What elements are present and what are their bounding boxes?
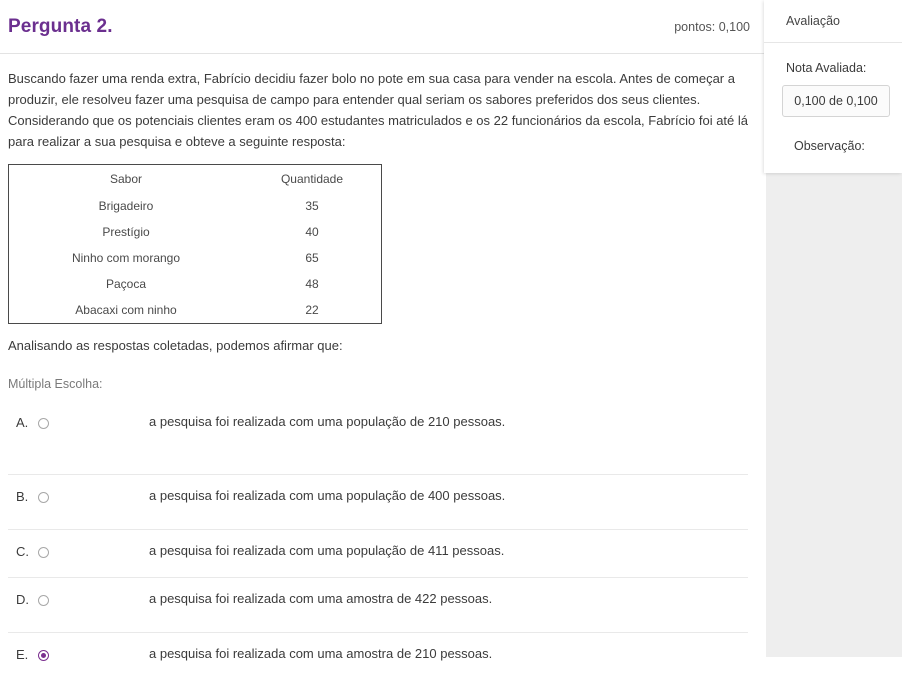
table-header-row [9,165,382,194]
radio-button-c[interactable] [38,547,49,558]
option-text: a pesquisa foi realizada com uma população de 411 pessoas. [149,543,505,558]
radio-button-a[interactable] [38,418,49,429]
evaluation-panel-title: Avaliação [764,0,902,43]
evaluation-panel [764,0,902,173]
answer-option-c[interactable] [8,530,748,578]
answer-option-a[interactable] [8,401,748,475]
table-header-quantity: Quantidade [280,172,344,186]
option-letter: B. [16,489,29,504]
table-cell-quantity: 40 [305,225,319,239]
answer-option-d[interactable] [8,578,748,633]
radio-button-d[interactable] [38,595,49,606]
table-row [9,193,382,219]
table-cell-quantity: 48 [305,277,319,291]
table-cell-quantity: 22 [305,303,319,317]
answer-option-b[interactable] [8,475,748,530]
question-type-label: Múltipla Escolha: [8,377,103,391]
table-header-flavor: Sabor [109,172,143,186]
table-cell-flavor: Brigadeiro [98,199,154,213]
page-title: Pergunta 2. [8,15,113,37]
table-cell-flavor: Prestígio [102,225,150,239]
grade-label: Nota Avaliada: [786,61,867,75]
radio-button-b[interactable] [38,492,49,503]
table-cell-quantity: 65 [305,251,319,265]
question-header [0,0,766,54]
table-row [9,245,382,271]
answer-options-list [8,401,748,681]
option-letter: E. [16,647,29,662]
option-letter: D. [16,592,29,607]
table-row [9,271,382,297]
table-cell-flavor: Ninho com morango [71,251,181,265]
evaluation-sidebar [766,0,902,657]
radio-button-e[interactable] [38,650,49,661]
option-text: a pesquisa foi realizada com uma população de 400 pessoas. [149,488,506,503]
question-body [0,54,766,681]
option-text: a pesquisa foi realizada com uma população de 210 pessoas. [149,414,506,429]
grade-value: 0,100 de 0,100 [782,85,890,117]
option-letter: C. [16,544,29,559]
question-followup-text: Analisando as respostas coletadas, podemos afirmar que: [8,338,343,353]
question-points: pontos: 0,100 [674,19,750,34]
option-text: a pesquisa foi realizada com uma amostra de 422 pessoas. [149,591,493,606]
observation-label: Observação: [794,139,865,153]
table-cell-flavor: Paçoca [105,277,147,291]
evaluation-content [764,43,902,173]
option-text: a pesquisa foi realizada com uma amostra de 210 pessoas. [149,646,493,661]
question-statement: Buscando fazer uma renda extra, Fabrício decidiu fazer bolo no pote em sua casa para vender na escola. Antes de começar a produzir, ele resolveu fazer uma pesquisa de campo para entender qual seriam os sabores preferidos dos seus clientes. Considerando que os potenciais clientes eram os 400 estudantes matriculados e os 22 funcionários da escola, Fabrício foi até lá para realizar a sua pesquisa e obteve a seguinte resposta: [8,71,748,149]
table-row [9,219,382,245]
table-cell-flavor: Abacaxi com ninho [75,303,177,317]
table-row [9,297,382,324]
answer-option-e[interactable] [8,633,748,681]
option-letter: A. [16,415,29,430]
table-cell-quantity: 35 [305,199,319,213]
survey-table [8,164,382,324]
